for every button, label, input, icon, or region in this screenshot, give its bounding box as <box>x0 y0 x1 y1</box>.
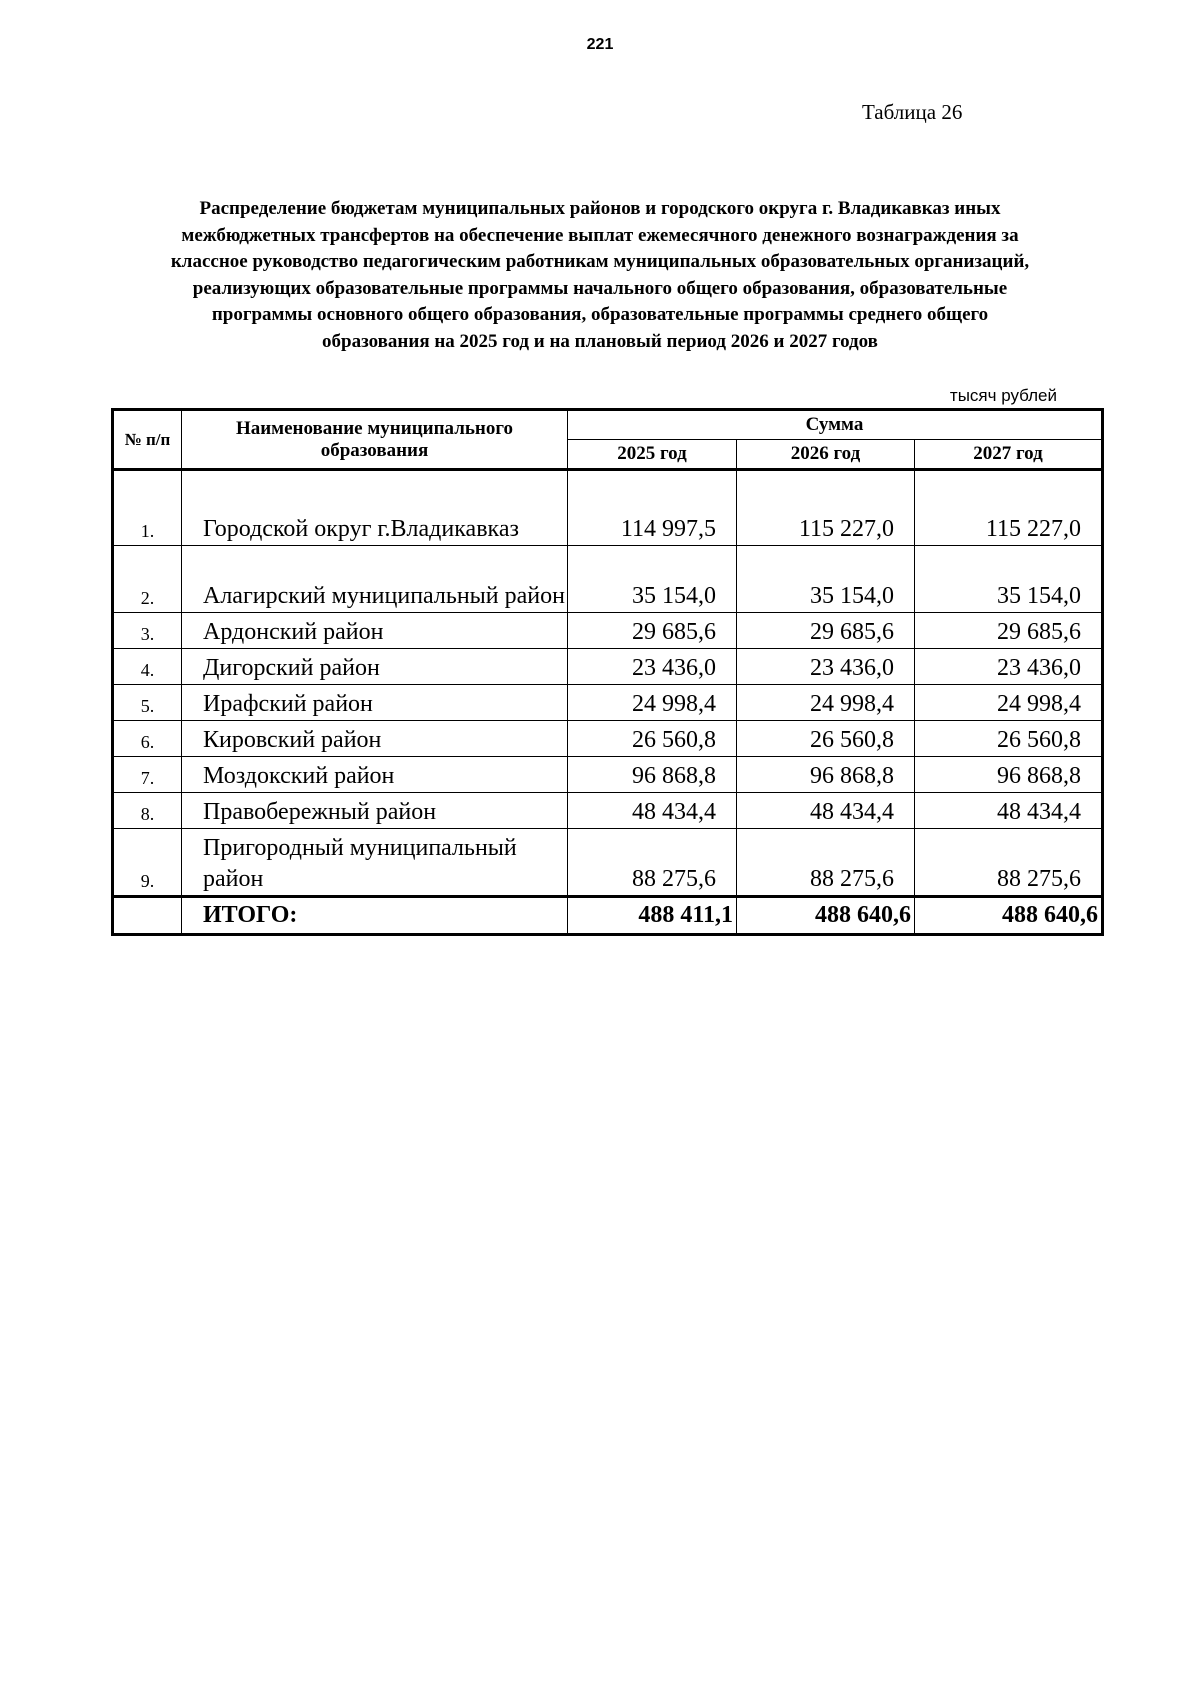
row-value-2025: 24 998,4 <box>568 685 737 721</box>
total-value-2025: 488 411,1 <box>568 897 737 935</box>
row-value-2025: 88 275,6 <box>568 829 737 897</box>
header-year-2025: 2025 год <box>568 440 737 470</box>
row-name: Пригородный муниципальный район <box>182 829 568 897</box>
table-caption: Таблица 26 <box>862 100 963 124</box>
table-header-row <box>113 410 1103 440</box>
row-value-2025: 23 436,0 <box>568 649 737 685</box>
table-row <box>113 470 1103 546</box>
row-name: Алагирский муниципальный район <box>182 546 568 613</box>
table-row <box>113 685 1103 721</box>
row-number: 9. <box>113 829 182 897</box>
row-name: Кировский район <box>182 721 568 757</box>
row-value-2027: 29 685,6 <box>915 613 1103 649</box>
row-value-2027: 26 560,8 <box>915 721 1103 757</box>
table-row <box>113 721 1103 757</box>
row-value-2026: 96 868,8 <box>737 757 915 793</box>
total-row <box>113 897 1103 935</box>
row-value-2026: 26 560,8 <box>737 721 915 757</box>
row-value-2026: 115 227,0 <box>737 470 915 546</box>
budget-distribution-table <box>111 408 1104 936</box>
row-value-2027: 24 998,4 <box>915 685 1103 721</box>
row-number: 8. <box>113 793 182 829</box>
header-name: Наименование муниципального образования <box>182 410 568 470</box>
row-value-2026: 23 436,0 <box>737 649 915 685</box>
row-value-2025: 114 997,5 <box>568 470 737 546</box>
title-line: реализующих образовательные программы начального общего образования, образовательные <box>192 277 1008 299</box>
row-number: 6. <box>113 721 182 757</box>
row-value-2027: 48 434,4 <box>915 793 1103 829</box>
row-number: 5. <box>113 685 182 721</box>
row-value-2026: 35 154,0 <box>737 546 915 613</box>
total-number-empty <box>113 897 182 935</box>
title-line: программы основного общего образования, образовательные программы среднего общего <box>211 304 989 325</box>
row-value-2025: 29 685,6 <box>568 613 737 649</box>
header-num: № п/п <box>113 410 182 470</box>
row-number: 1. <box>113 470 182 546</box>
row-value-2026: 48 434,4 <box>737 793 915 829</box>
table-row <box>113 829 1103 897</box>
row-name: Дигорский район <box>182 649 568 685</box>
table-row <box>113 649 1103 685</box>
row-value-2025: 96 868,8 <box>568 757 737 793</box>
table-row <box>113 793 1103 829</box>
row-name: Моздокский район <box>182 757 568 793</box>
row-number: 2. <box>113 546 182 613</box>
row-value-2027: 96 868,8 <box>915 757 1103 793</box>
row-value-2025: 26 560,8 <box>568 721 737 757</box>
total-value-2027: 488 640,6 <box>915 897 1103 935</box>
row-value-2027: 115 227,0 <box>915 470 1103 546</box>
total-value-2026: 488 640,6 <box>737 897 915 935</box>
units-label: тысяч рублей <box>949 386 1057 405</box>
page-number: 221 <box>586 36 614 53</box>
header-year-2027: 2027 год <box>915 440 1103 470</box>
title-line: Распределение бюджетам муниципальных районов и городского округа г. Владикавказ иных <box>199 198 1001 219</box>
row-name: Ирафский район <box>182 685 568 721</box>
row-value-2027: 35 154,0 <box>915 546 1103 613</box>
row-name: Правобережный район <box>182 793 568 829</box>
row-number: 3. <box>113 613 182 649</box>
table-row <box>113 613 1103 649</box>
row-number: 4. <box>113 649 182 685</box>
row-value-2025: 48 434,4 <box>568 793 737 829</box>
row-value-2026: 24 998,4 <box>737 685 915 721</box>
row-name: Ардонский район <box>182 613 568 649</box>
row-name: Городской округ г.Владикавказ <box>182 470 568 546</box>
title-line: межбюджетных трансфертов на обеспечение выплат ежемесячного денежного вознаграждения за <box>181 224 1019 246</box>
table-row <box>113 757 1103 793</box>
row-value-2025: 35 154,0 <box>568 546 737 613</box>
row-value-2026: 88 275,6 <box>737 829 915 897</box>
row-value-2027: 88 275,6 <box>915 829 1103 897</box>
row-value-2027: 23 436,0 <box>915 649 1103 685</box>
header-sum: Сумма <box>568 410 1103 440</box>
title-line: классное руководство педагогическим работникам муниципальных образовательных организаций, <box>170 251 1030 272</box>
total-label: ИТОГО: <box>182 897 568 935</box>
title-line: образования на 2025 год и на плановый период 2026 и 2027 годов <box>322 330 878 352</box>
document-title <box>100 196 1100 355</box>
row-value-2026: 29 685,6 <box>737 613 915 649</box>
table-row <box>113 546 1103 613</box>
header-year-2026: 2026 год <box>737 440 915 470</box>
row-number: 7. <box>113 757 182 793</box>
